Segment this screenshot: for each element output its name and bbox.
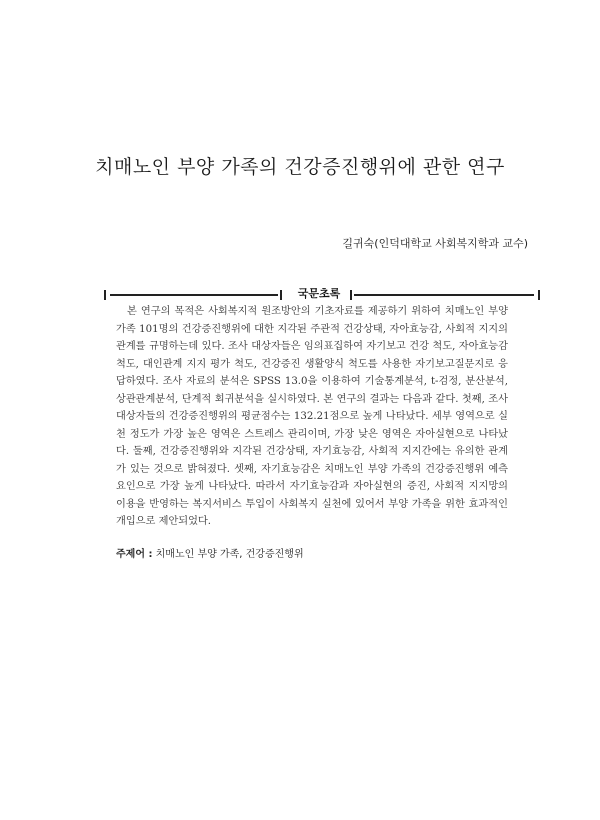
- rule-left: [110, 294, 278, 296]
- author-affiliation: 길귀숙(인덕대학교 사회복지학과 교수): [342, 237, 528, 250]
- rule-right: [354, 294, 534, 296]
- abstract-header: [104, 286, 540, 302]
- keywords-value: 치매노인 부양 가족, 건강증진행위: [152, 549, 304, 560]
- rule-cap-right-inner: [350, 290, 352, 300]
- abstract-heading: 국문초록: [297, 287, 341, 300]
- rule-cap-left-outer: [104, 290, 106, 300]
- rule-cap-right-outer: [538, 290, 540, 300]
- abstract-body: 본 연구의 목적은 사회복지적 원조방안의 기초자료를 제공하기 위하여 치매노인 부양가족 101명의 건강증진행위에 대한 지각된 주관적 건강상태, 자아효능감, 사회적 지지의 관계를 규명하는데 있다. 조사 대상자들은 임의표집하여 자기보고 건강 척도, 자아효능감척도, 대인관계 지지 평가 척도, 건강증진 생활양식 척도를 사용한 자기보고질문지로 응답하였다. 조사 자료의 분석은 SPSS 13.0을 이용하여 기술통계분석, t-검정, 분산분석, 상관관계분석, 단계적 회귀분석을 실시하였다. 본 연구의 결과는 다음과 같다. 첫째, 조사 대상자들의 건강증진행위의 평균점수는 132.21점으로 높게 나타났다. 세부 영역으로 실천 정도가 가장 높은 영역은 스트레스 관리이며, 가장 낮은 영역은 자아실현으로 나타났다. 둘째, 건강증진행위와 지각된 건강상태, 자기효능감, 사회적 지지간에는 유의한 관계가 있는 것으로 밝혀졌다. 셋째, 자기효능감은 치매노인 부양 가족의 건강증진행위 예측 요인으로 가장 높게 나타났다. 따라서 자기효능감과 자아실현의 증진, 사회적 지지망의 이용을 반영하는 복지서비스 투입이 사회복지 실천에 있어서 부양 가족을 위한 효과적인 개입으로 제안되었다.: [116, 306, 508, 527]
- keywords: [116, 545, 304, 560]
- paper-title: 치매노인 부양 가족의 건강증진행위에 관한 연구: [95, 156, 505, 178]
- rule-cap-left-inner: [280, 290, 282, 300]
- keywords-label: 주제어 :: [116, 549, 153, 560]
